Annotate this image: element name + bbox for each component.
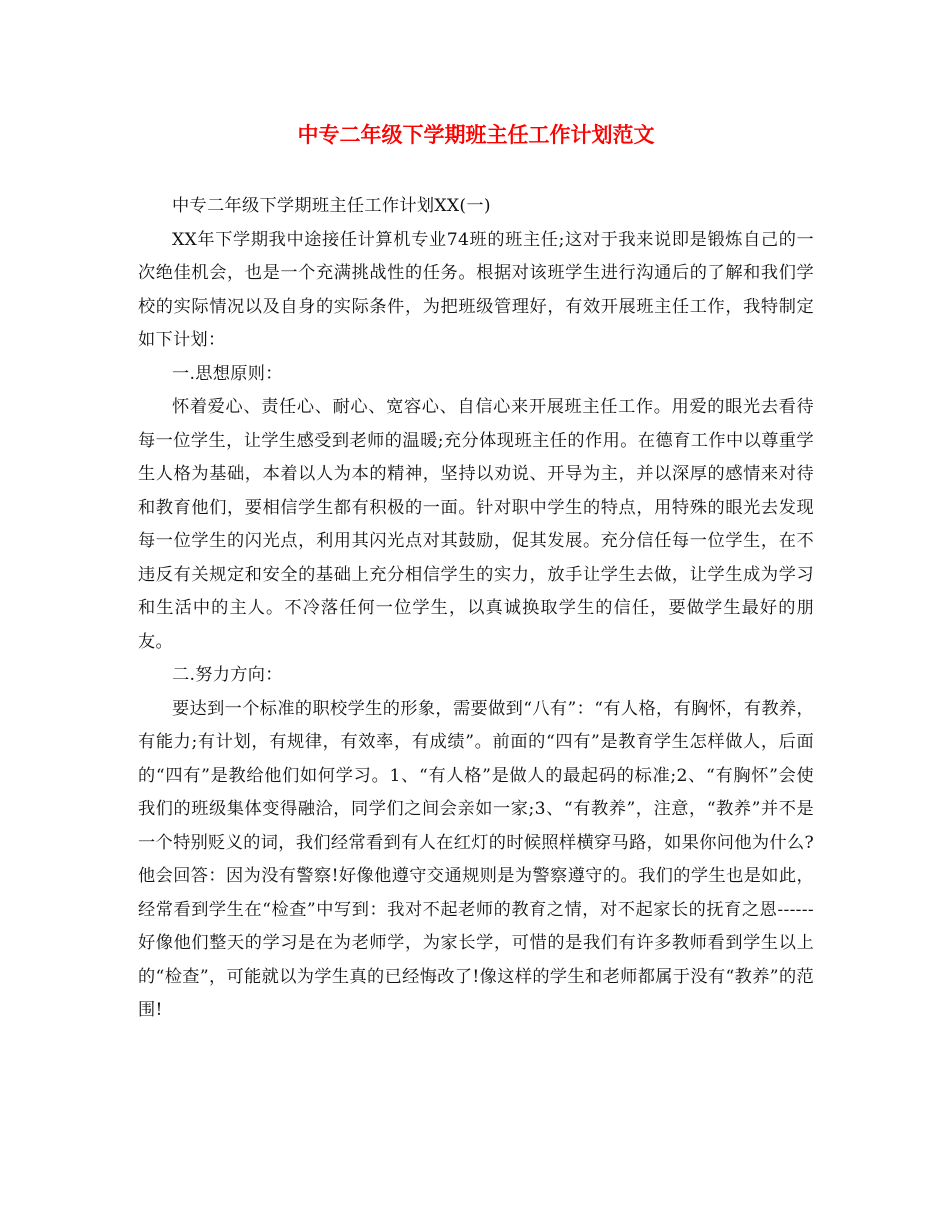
section-heading-direction: 二.努力方向： xyxy=(172,665,283,685)
document-body xyxy=(138,190,814,1028)
section-heading-principles: 一.思想原则： xyxy=(172,363,283,384)
paragraph-principles: 怀着爱心、责任心、耐心、宽容心、自信心来开展班主任工作。用爱的眼光去看待每一位学生，让学生感受到老师的温暖;充分体现班主任的作用。在德育工作中以尊重学生人格为基础，本着以人为本的精神，坚持以劝说、开导为主，并以深厚的感情来对待和教育他们，要相信学生都有积极的一面。针对职中学生的特点，用特殊的眼光去发现每一位学生的闪光点，利用其闪光点对其鼓励，促其发展。充分信任每一位学生，在不违反有关规定和安全的基础上充分相信学生的实力，放手让学生去做，让学生成为学习和生活中的主人。不冷落任何一位学生，以真诚换取学生的信任，要做学生最好的朋友。 xyxy=(138,397,814,652)
paragraph-direction: 要达到一个标准的职校学生的形象，需要做到“八有”：“有人格，有胸怀，有教养，有能力;有计划，有规律，有效率，有成绩”。前面的“四有”是教育学生怎样做人，后面的“四有”是教给他们如何学习。1、“有人格”是做人的最起码的标准;2、“有胸怀”会使我们的班级集体变得融洽，同学们之间会亲如一家;3、“有教养”，注意，“教养”并不是一个特别贬义的词，我们经常看到有人在红灯的时候照样横穿马路，如果你问他为什么?他会回答：因为没有警察!好像他遵守交通规则是为警察遵守的。我们的学生也是如此，经常看到学生在“检查”中写到：我对不起老师的教育之情，对不起家长的抚育之恩------好像他们整天的学习是在为老师学，为家长学，可惜的是我们有许多教师看到学生以上的“检查”，可能就以为学生真的已经悔改了!像这样的学生和老师都属于没有“教养”的范围! xyxy=(138,698,814,1020)
paragraph-intro: XX年下学期我中途接任计算机专业74班的班主任;这对于我来说即是锻炼自己的一次绝佳机会，也是一个充满挑战性的任务。根据对该班学生进行沟通后的了解和我们学校的实际情况以及自身的实际条件，为把班级管理好，有效开展班主任工作，我特制定如下计划： xyxy=(138,229,814,350)
document-title: 中专二年级下学期班主任工作计划范文 xyxy=(297,123,655,147)
paragraph-subtitle: 中专二年级下学期班主任工作计划XX(一) xyxy=(172,196,491,216)
